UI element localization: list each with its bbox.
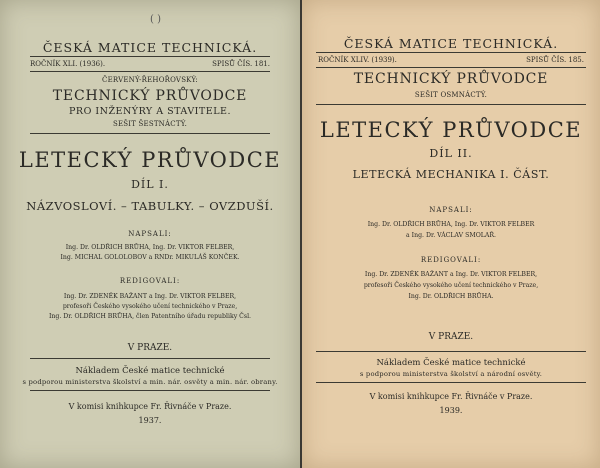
header-rule [30, 56, 270, 57]
series-number: SPISŮ ČÍS. 185. [526, 56, 584, 64]
series-title: TECHNICKÝ PRŮVODCE [353, 71, 549, 87]
imprint-rule-bottom [316, 382, 586, 383]
volume-label: ROČNÍK XLIV. (1939). [318, 56, 397, 64]
imprint-line-2: s podporou ministerstva školství a národní osvěty. [359, 370, 543, 378]
commission-line: V komisi knihkupce Fr. Řivnáče v Praze. [68, 402, 232, 411]
imprint-rule-bottom [30, 390, 270, 391]
editors-line-3: Ing. Dr. OLDŘICH BRŮHA. [408, 293, 494, 300]
editors-line-2: profesoři Českého vysokého učení technického v Praze, [363, 282, 539, 289]
imprint-rule-top [316, 351, 586, 352]
edited-label: REDIGOVALI: [119, 277, 181, 285]
imprint-line-1: Nákladem České matice technické [376, 358, 526, 368]
publisher-name: ČESKÁ MATICE TECHNICKÁ. [42, 40, 258, 55]
title-rule [316, 104, 586, 105]
editors-line-1: Ing. Dr. ZDENĚK BAŽANT a Ing. Dr. VIKTOR FELBER, [364, 271, 538, 278]
series-number: SPISŮ ČÍS. 181. [212, 60, 270, 68]
wrote-label: NAPSALI: [429, 206, 473, 214]
edited-label: REDIGOVALI: [420, 256, 482, 264]
part-subtitle: LETECKÁ MECHANIKA I. ČÁST. [352, 168, 550, 181]
editors-line-1: Ing. Dr. ZDENĚK BAŽANT a Ing. Dr. VIKTOR FELBER, [63, 293, 237, 300]
booklet-number: SEŠIT ŠESTNÁCTÝ. [112, 120, 188, 128]
series-title: TECHNICKÝ PRŮVODCE [52, 88, 248, 104]
main-title: LETECKÝ PRŮVODCE [18, 148, 282, 172]
book-cover-volume-2 [302, 0, 600, 468]
wrote-label: NAPSALI: [128, 230, 172, 238]
main-title: LETECKÝ PRŮVODCE [319, 118, 583, 142]
year-label: 1937. [138, 416, 162, 425]
place-label: V PRAZE. [428, 332, 474, 342]
volume-label: ROČNÍK XLI. (1936). [30, 60, 106, 68]
writers-line-2: Ing. MICHAL GOLOLOBOV a RNDr. MIKULÁŠ KONČEK. [60, 254, 240, 261]
writers-line-1: Ing. Dr. OLDŘICH BRŮHA, Ing. Dr. VIKTOR FELBER [367, 221, 535, 228]
part-number: DÍL II. [429, 147, 473, 160]
title-rule [30, 133, 270, 134]
imprint-line-1: Nákladem České matice technické [75, 366, 225, 376]
corner-pencil-mark: ( ) [150, 14, 161, 25]
header-rule [316, 52, 586, 53]
series-audience: PRO INŽENÝRY A STAVITELE. [69, 106, 231, 117]
editors-line-3: Ing. Dr. OLDŘICH BRŮHA, člen Patentního úřadu republiky Čsl. [48, 313, 252, 320]
header-rule-lower [316, 67, 586, 68]
imprint-rule-top [30, 358, 270, 359]
part-number: DÍL I. [131, 178, 169, 191]
imprint-line-2: s podporou ministerstva školství a min. nár. osvěty a min. nár. obrany. [22, 378, 278, 386]
authors-line: ČERVENÝ-ŘEHOŘOVSKÝ: [102, 76, 198, 84]
commission-line: V komisi knihkupce Fr. Řivnáče v Praze. [369, 392, 533, 401]
place-label: V PRAZE. [127, 343, 173, 353]
header-rule-lower [30, 71, 270, 72]
booklet-number: SEŠIT OSMNÁCTÝ. [414, 91, 488, 99]
publisher-name: ČESKÁ MATICE TECHNICKÁ. [343, 36, 559, 51]
writers-line-1: Ing. Dr. OLDŘICH BRŮHA, Ing. Dr. VIKTOR FELBER, [65, 244, 235, 251]
editors-line-2: profesoři Českého vysokého učení technického v Praze, [62, 303, 238, 310]
year-label: 1939. [439, 406, 463, 415]
part-subtitle: NÁZVOSLOVÍ. – TABULKY. – OVZDUŠÍ. [26, 199, 274, 213]
writers-line-2: a Ing. Dr. VÁCLAV SMOLAŘ. [406, 232, 496, 239]
